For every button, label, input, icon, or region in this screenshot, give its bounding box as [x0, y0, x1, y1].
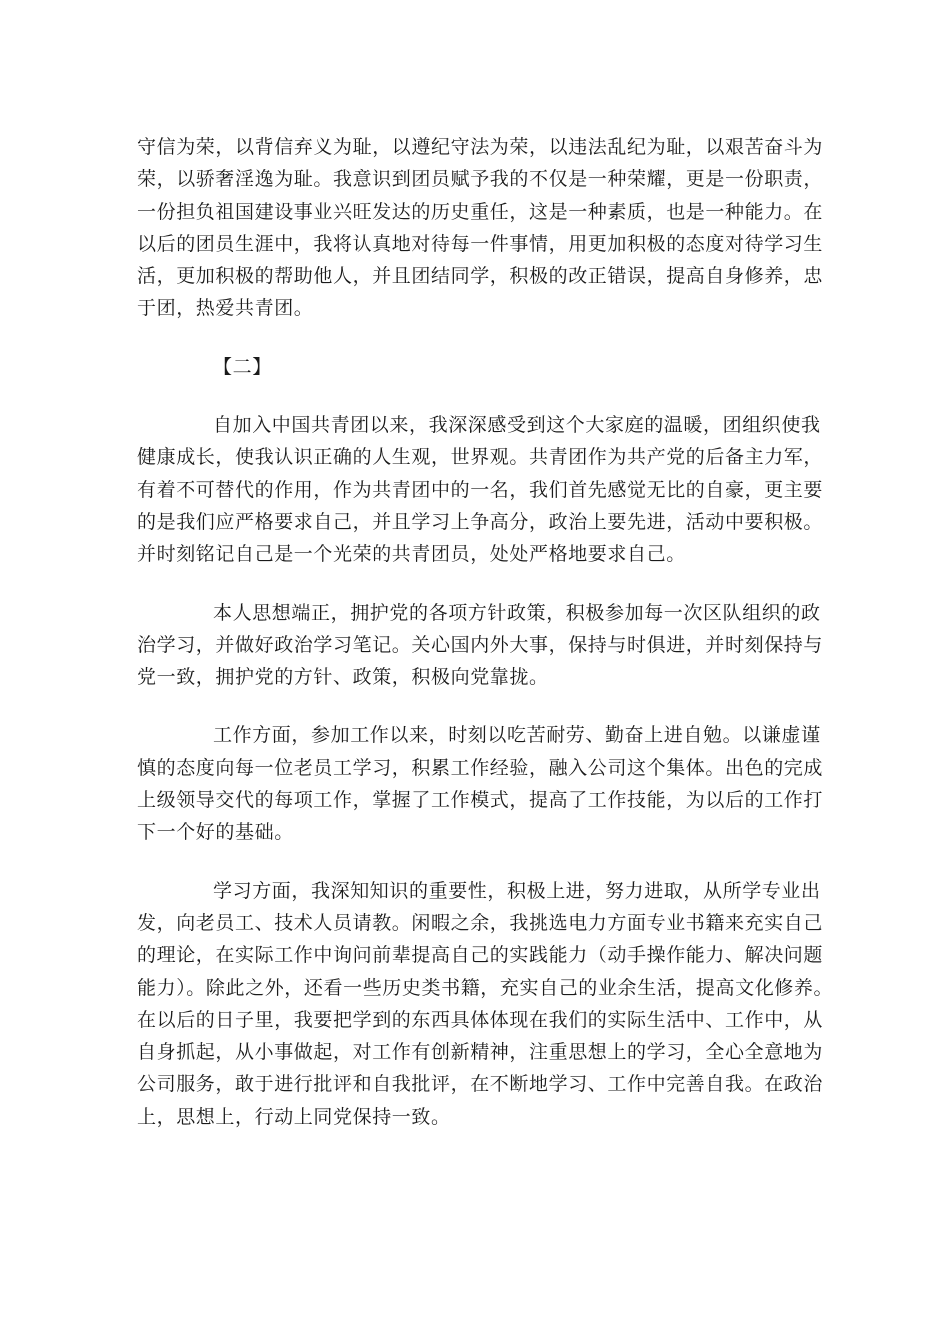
- text-line: 有着不可替代的作用，作为共青团中的一名，我们首先感觉无比的自豪，更主要: [137, 478, 824, 501]
- text-line: 上级领导交代的每项工作，掌握了工作模式，提高了工作技能，为以后的工作打: [137, 789, 824, 812]
- document-body: [137, 131, 834, 1133]
- text-line: 慎的态度向每一位老员工学习，积累工作经验，融入公司这个集体。出色的完成: [137, 756, 824, 779]
- paragraph-2: [137, 597, 824, 694]
- text-line: 工作方面，参加工作以来，时刻以吃苦耐劳、勤奋上进自勉。以谦虚谨: [213, 724, 821, 747]
- paragraph-gap: [137, 849, 809, 875]
- paragraph-gap: [137, 325, 809, 351]
- section-heading: 【二】: [213, 355, 272, 378]
- text-line: 以后的团员生涯中，我将认真地对待每一件事情，用更加积极的态度对待学习生: [137, 232, 824, 255]
- paragraph-gap: [137, 383, 809, 409]
- text-line: 党一致，拥护党的方针、政策，积极向党靠拢。: [137, 666, 549, 689]
- text-line: 公司服务，敢于进行批评和自我批评，在不断地学习、工作中完善自我。在政治: [137, 1073, 824, 1096]
- text-line: 自加入中国共青团以来，我深深感受到这个大家庭的温暖，团组织使我: [213, 414, 821, 437]
- text-line: 的是我们应严格要求自己，并且学习上争高分，政治上要先进，活动中要积极。: [137, 510, 824, 533]
- text-line: 下一个好的基础。: [137, 821, 294, 844]
- text-line: 治学习，并做好政治学习笔记。关心国内外大事，保持与时俱进，并时刻保持与: [137, 633, 824, 656]
- paragraph-4: [137, 875, 834, 1133]
- text-line: 一份担负祖国建设事业兴旺发达的历史重任，这是一种素质，也是一种能力。在: [137, 200, 824, 223]
- paragraph-gap: [137, 693, 809, 719]
- text-line: 能力）。除此之外，还看一些历史类书籍，充实自己的业余生活，提高文化修养。: [137, 976, 834, 999]
- text-line: 荣，以骄奢淫逸为耻。我意识到团员赋予我的不仅是一种荣耀，更是一份职责，: [137, 168, 824, 191]
- text-line: 上，思想上，行动上同党保持一致。: [137, 1105, 451, 1128]
- text-line: 守信为荣，以背信弃义为耻，以遵纪守法为荣，以违法乱纪为耻，以艰苦奋斗为: [137, 136, 824, 158]
- text-line: 本人思想端正，拥护党的各项方针政策，积极参加每一次区队组织的政: [213, 601, 821, 624]
- text-line: 并时刻铭记自己是一个光荣的共青团员，处处严格地要求自己。: [137, 543, 686, 566]
- text-line: 发，向老员工、技术人员请教。闲暇之余，我挑选电力方面专业书籍来充实自己: [137, 911, 824, 934]
- text-line: 的理论，在实际工作中询问前辈提高自己的实践能力（动手操作能力、解决问题: [137, 944, 824, 967]
- paragraph-1: [137, 409, 824, 570]
- text-line: 自身抓起，从小事做起，对工作有创新精神，注重思想上的学习，全心全意地为: [137, 1041, 824, 1064]
- paragraph-continued: [137, 131, 824, 325]
- text-line: 学习方面，我深知知识的重要性，积极上进，努力进取，从所学专业出: [213, 879, 821, 902]
- text-line: 在以后的日子里，我要把学到的东西具体体现在我们的实际生活中、工作中，从: [137, 1008, 824, 1031]
- text-line: 活，更加积极的帮助他人，并且团结同学，积极的改正错误，提高自身修养，忠: [137, 265, 824, 288]
- paragraph-gap: [137, 571, 809, 597]
- paragraph-3: [137, 719, 824, 848]
- text-line: 于团，热爱共青团。: [137, 297, 314, 320]
- text-line: 健康成长，使我认识正确的人生观，世界观。共青团作为共产党的后备主力军，: [137, 446, 824, 469]
